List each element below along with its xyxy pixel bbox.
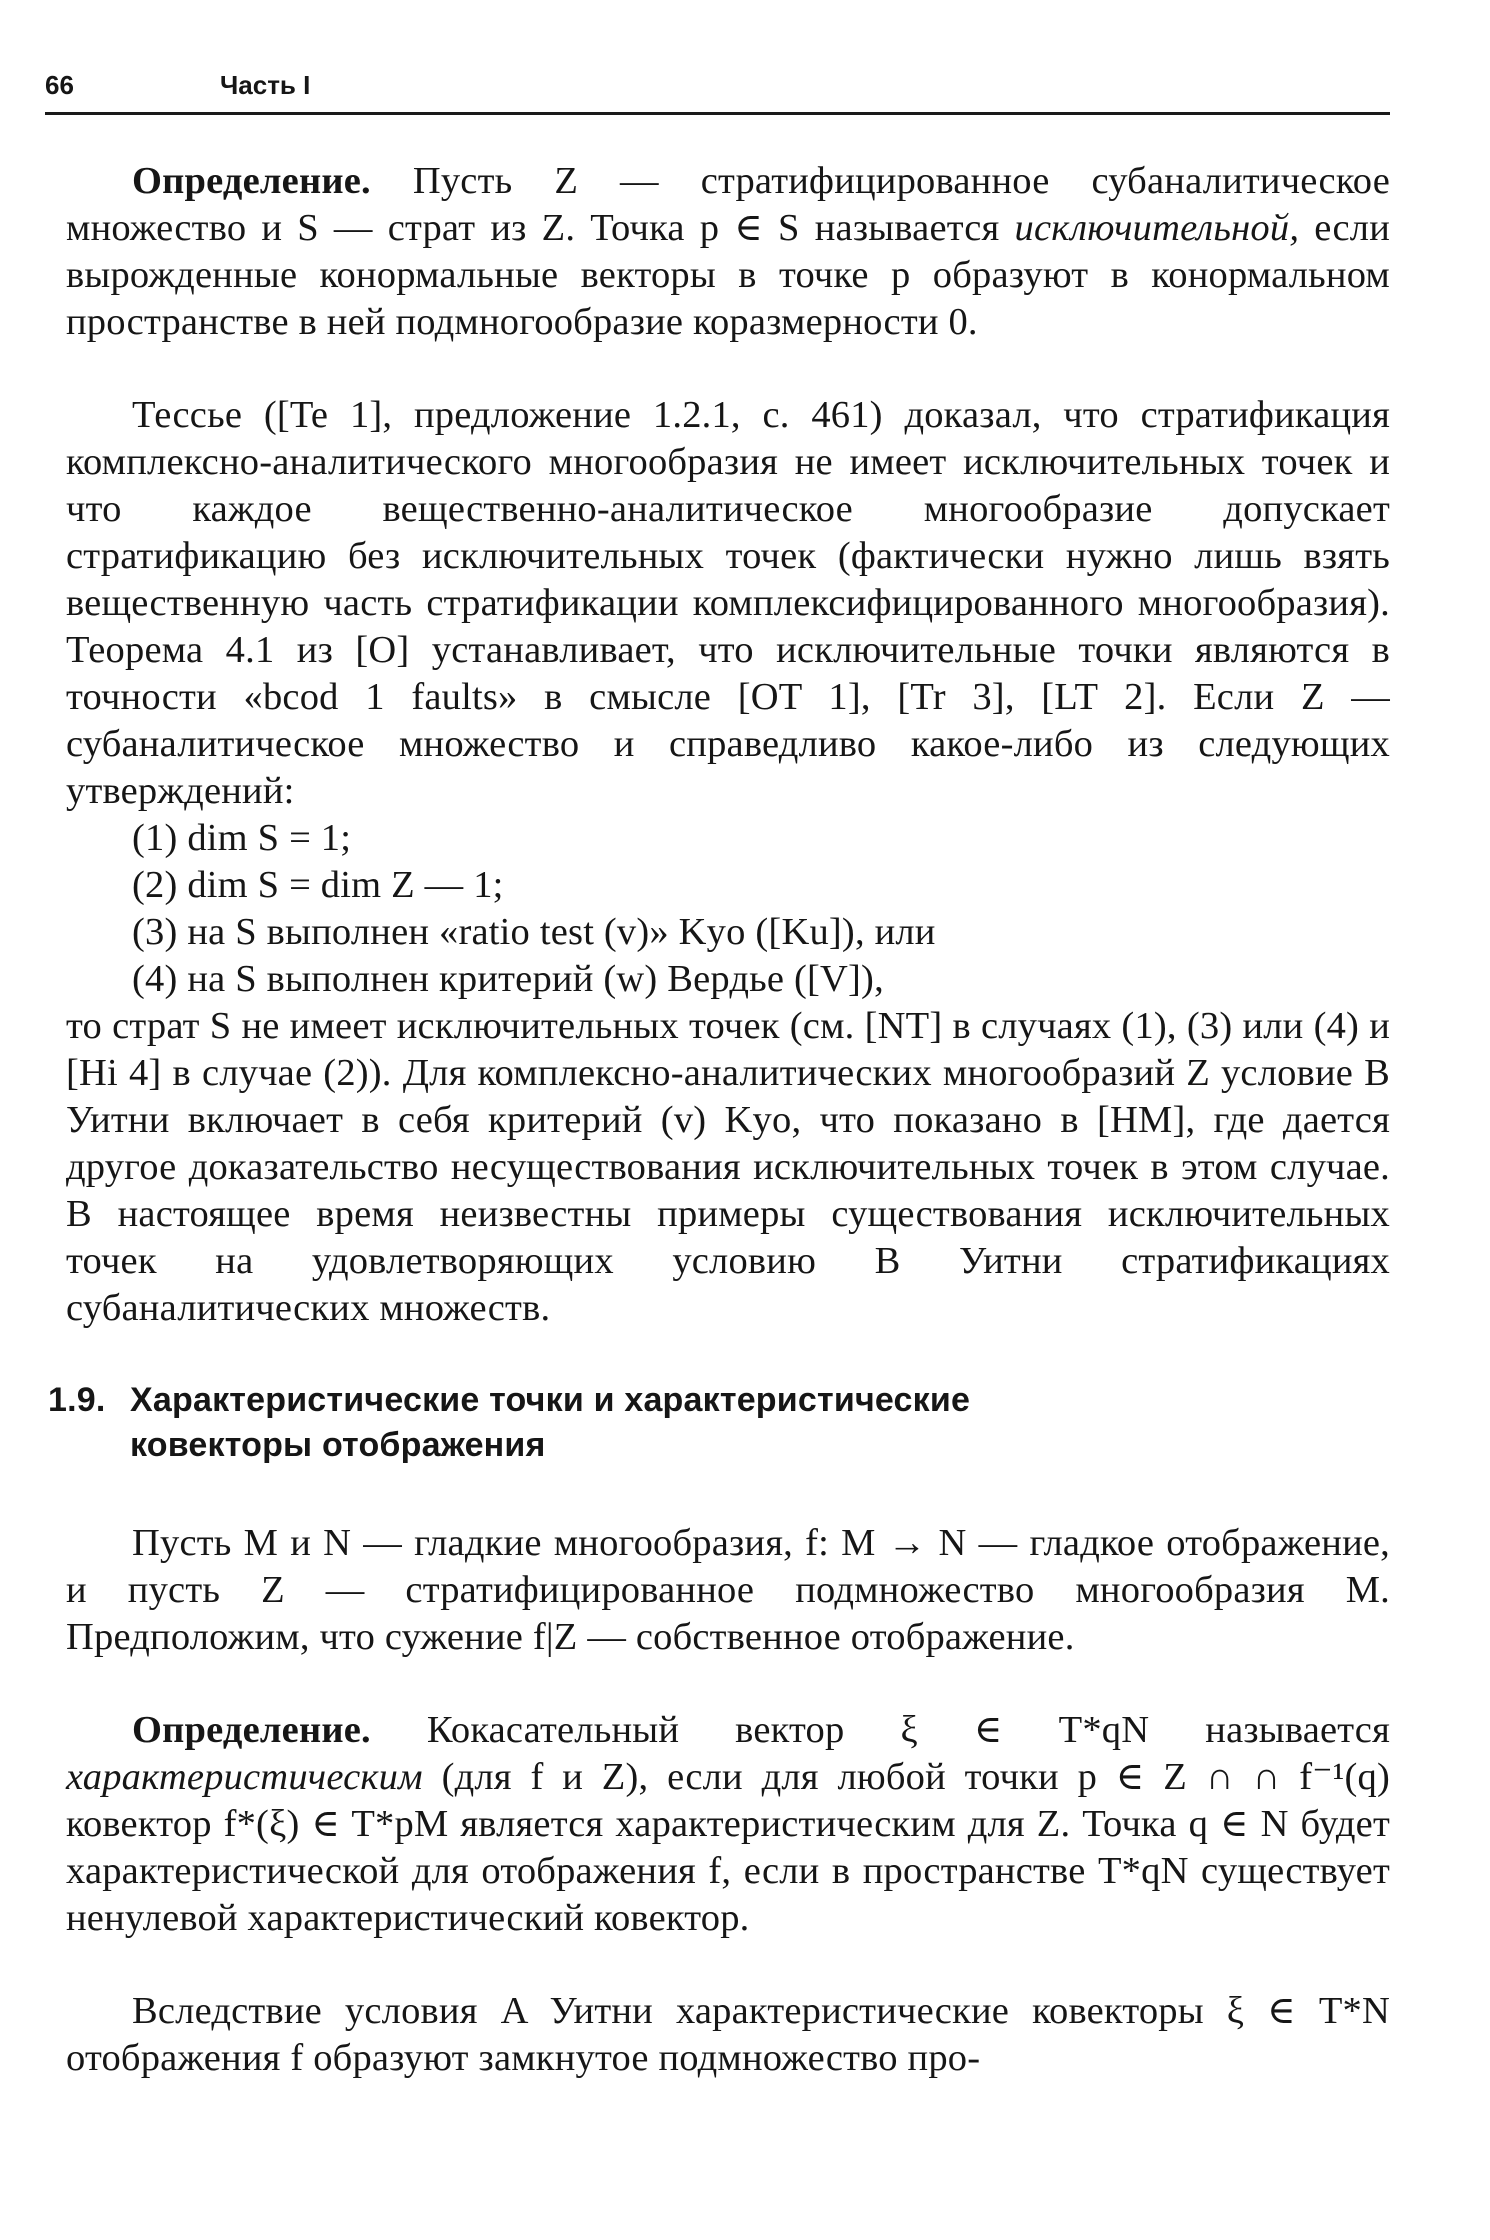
paragraph-setup: Пусть M и N — гладкие многообразия, f: M → N — гладкое отображение, и пусть Z — стратифицированное подмножество многообразия M. Предположим, что сужение f|Z — собственное отображение. <box>66 1522 1390 1658</box>
body-text <box>48 158 1390 2128</box>
paragraph-consequence: Вследствие условия A Уитни характеристические ковекторы ξ ∈ T*N отображения f образуют замкнутое подмножество про- <box>66 1990 1390 2079</box>
list-item: (4) на S выполнен критерий (w) Вердье ([V]), <box>132 958 884 1000</box>
page-header <box>45 58 1390 115</box>
definition-term: Определение. <box>132 160 371 202</box>
section-title-line2: ковекторы отображения <box>130 1426 546 1464</box>
definition-text-end: (для f и Z), если для любой точки p ∈ Z ∩ ∩ f⁻¹(q) ковектор f*(ξ) ∈ T*pM является характеристическим для Z. Точка q ∈ N будет характеристической для отображения f, если в пространстве T*qN существует ненулевой характеристический ковектор. <box>66 1756 1390 1939</box>
paragraph-tessier: Тессье ([Te 1], предложение 1.2.1, с. 461) доказал, что стратификация комплексно-аналитического многообразия не имеет исключительных точек и что каждое вещественно-аналитическое многообразие допускает стратификацию без исключительных точек (фактически нужно лишь взять вещественную часть стратификации комплексифицированного многообразия). Теорема 4.1 из [O] устанавливает, что исключительные точки являются в точности «bcod 1 faults» в смысле [OT 1], [Tr 3], [LT 2]. Если Z — субаналитическое множество и справедливо какое-либо из следующих утверждений: <box>66 394 1390 812</box>
section-number: 1.9. <box>48 1381 106 1419</box>
section-title-line1: Характеристические точки и характеристические <box>130 1381 971 1419</box>
definition-term: Определение. <box>132 1709 371 1751</box>
definition-paragraph-1 <box>66 158 1390 346</box>
definition-paragraph-2 <box>66 1707 1390 1942</box>
paragraph-conclusion: то страт S не имеет исключительных точек (см. [NT] в случаях (1), (3) или (4) и [Hi 4] в случае (2)). Для комплексно-аналитических многообразий Z условие B Уитни включает в себя критерий (v) Kyo, что показано в [HM], где дается другое доказательство несуществования исключительных точек в этом случае. В настоящее время неизвестны примеры существования исключительных точек на удовлетворяющих условию B Уитни стратификациях субаналитических множеств. <box>66 1005 1390 1329</box>
page-number: 66 <box>45 70 74 100</box>
list-item: (2) dim S = dim Z — 1; <box>132 864 504 906</box>
defined-term: исключительной, <box>1014 207 1300 249</box>
conditions-list <box>66 815 1390 1003</box>
section-heading <box>48 1378 1390 1468</box>
definition-text: Кокасательный вектор ξ ∈ T*qN называется <box>370 1709 1390 1751</box>
definition-text-end: если вырожденные конормальные векторы в точке p образуют в конормальном пространстве в ней подмногообразие коразмерности 0. <box>66 207 1390 343</box>
definition-text: Пусть Z — стратифицированное субаналитическое множество и S — страт из Z. Точка p ∈ S называется <box>66 160 1390 249</box>
list-item: (1) dim S = 1; <box>132 817 352 859</box>
defined-term: характеристическим <box>66 1756 423 1798</box>
list-item: (3) на S выполнен «ratio test (v)» Kyo ([Ku]), или <box>132 911 936 953</box>
running-title: Часть I <box>220 70 311 100</box>
